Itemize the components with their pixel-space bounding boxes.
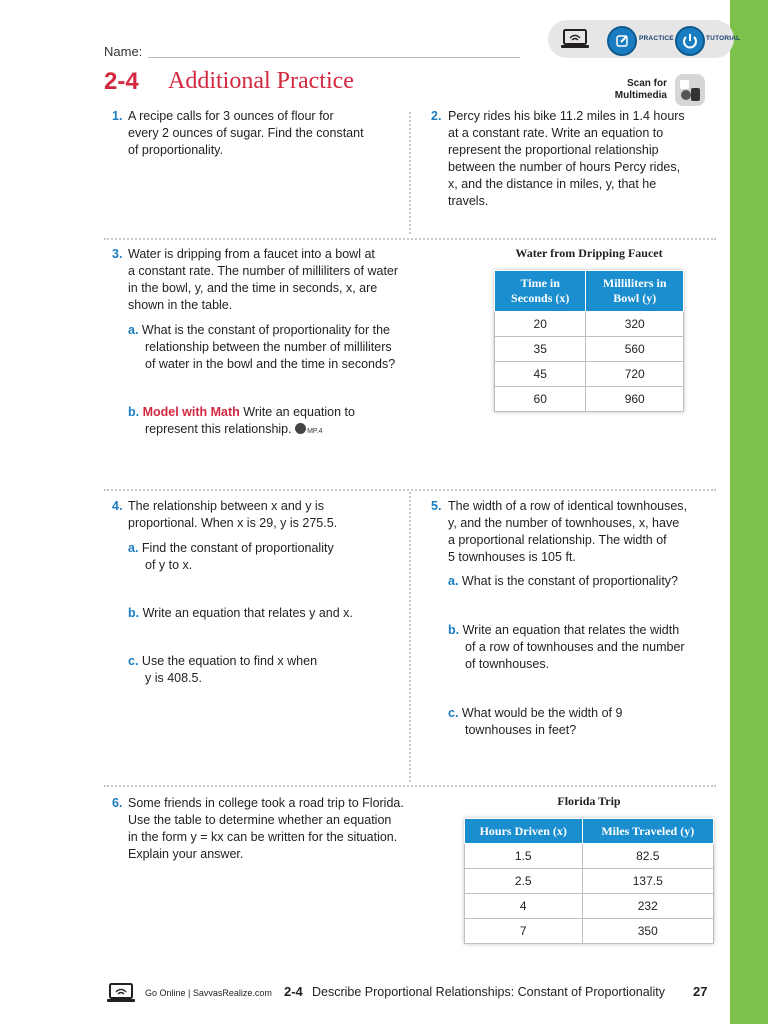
multimedia-icon[interactable] <box>675 74 705 106</box>
column-header: Miles Traveled (y) <box>582 819 713 844</box>
divider <box>409 492 411 782</box>
table-row: 1.5 82.5 <box>465 844 714 869</box>
column-header: Hours Driven (x) <box>465 819 583 844</box>
table-row: 45 720 <box>495 362 684 387</box>
scan-for-multimedia: Scan for Multimedia <box>614 78 667 101</box>
question-4c: c. Use the equation to find x when y is 408.5. <box>128 654 318 685</box>
name-field[interactable] <box>148 57 520 58</box>
question-3b: b. Model with Math Write an equation to represent this relationship. MP.4 <box>128 405 355 436</box>
tutorial-label[interactable]: TUTORIAL <box>706 35 741 42</box>
question-number: 1. <box>112 109 123 123</box>
lesson-number: 2-4 <box>104 68 139 95</box>
question-2-text: Percy rides his bike 11.2 miles in 1.4 hours at a constant rate. Write an equation to represent the proportional relationship between the number of hours Percy rides, x, and the distance in miles, y, that he travels. <box>448 109 685 208</box>
question-3-text: Water is dripping from a faucet into a bowl at a constant rate. The number of milliliters of water in the bowl, y, and the time in seconds, x, are shown in the table. <box>128 247 399 312</box>
column-header: Time in Seconds (x) <box>495 271 586 312</box>
table-row: 35 560 <box>495 337 684 362</box>
tutorial-button[interactable] <box>675 26 705 56</box>
water-faucet-table <box>494 270 684 412</box>
question-1-text: A recipe calls for 3 ounces of flour for every 2 ounces of sugar. Find the constant of proportionality. <box>128 109 364 157</box>
footer-lesson-number: 2-4 <box>284 984 303 999</box>
question-4-text: The relationship between x and y is proportional. When x is 29, y is 275.5. <box>128 499 338 530</box>
question-5a: a. What is the constant of proportionality? <box>448 574 679 588</box>
question-number: 3. <box>112 247 123 261</box>
math-practice-icon <box>295 423 306 434</box>
question-4b: b. Write an equation that relates y and x. <box>128 606 353 620</box>
question-6-text: Some friends in college took a road trip to Florida. Use the table to determine whether an equation in the form y = kx can be written for the situation. Explain your answer. <box>128 796 404 861</box>
table-title: Water from Dripping Faucet <box>515 246 663 260</box>
question-number: 6. <box>112 796 123 810</box>
question-number: 5. <box>431 499 442 513</box>
page-number: 27 <box>693 984 708 999</box>
page-title: Additional Practice <box>168 68 354 94</box>
name-label: Name: <box>104 44 143 59</box>
pencil-icon <box>609 28 635 54</box>
table-title: Florida Trip <box>557 794 621 808</box>
table-row: 2.5 137.5 <box>465 869 714 894</box>
table-row: 60 960 <box>495 387 684 412</box>
question-5-text: The width of a row of identical townhouses, y, and the number of townhouses, x, have a proportional relationship. The width of 5 townhouses is 105 ft. <box>448 499 688 564</box>
footer-lesson-title: Describe Proportional Relationships: Constant of Proportionality <box>312 985 665 999</box>
side-color-bar <box>730 0 768 1024</box>
table-row: 4 232 <box>465 894 714 919</box>
go-online-link[interactable]: Go Online | SavvasRealize.com <box>145 988 272 998</box>
divider <box>409 112 411 234</box>
florida-trip-table <box>464 818 714 944</box>
question-3a: a. What is the constant of proportionality for the relationship between the number of milliliters of water in the bowl and the time in seconds? <box>128 323 396 371</box>
laptop-icon[interactable] <box>106 982 136 1004</box>
question-5c: c. What would be the width of 9 townhouses in feet? <box>448 706 623 737</box>
column-header: Milliliters in Bowl (y) <box>586 271 684 312</box>
practice-label[interactable]: PRACTICE <box>639 35 674 42</box>
table-row: 20 320 <box>495 312 684 337</box>
laptop-icon[interactable] <box>560 28 590 50</box>
power-icon <box>677 28 703 54</box>
question-4a: a. Find the constant of proportionality of y to x. <box>128 541 334 572</box>
divider <box>104 489 716 491</box>
practice-button[interactable] <box>607 26 637 56</box>
divider <box>104 785 716 787</box>
divider <box>104 238 716 240</box>
table-row: 7 350 <box>465 919 714 944</box>
question-number: 2. <box>431 109 442 123</box>
question-number: 4. <box>112 499 123 513</box>
question-5b: b. Write an equation that relates the width of a row of townhouses and the number of townhouses. <box>448 623 685 671</box>
